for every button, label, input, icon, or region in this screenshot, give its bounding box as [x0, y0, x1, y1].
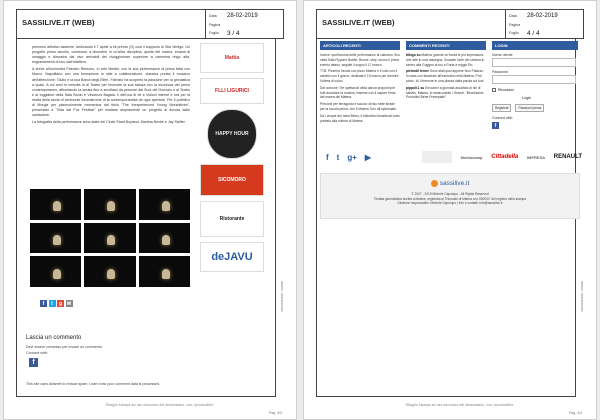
password-input[interactable]: [492, 75, 576, 84]
recent-comment[interactable]: [406, 69, 486, 83]
performer-figure: [107, 269, 115, 279]
registration-line: Testata giornalistica iscritta a Matera, registrata al Tribunale di Matera al n.0000/07 del registro della stampa: [373, 196, 527, 201]
username-input[interactable]: [492, 58, 576, 67]
clipping-footer-note: Ritaglio stampa ad uso esclusivo del destinatario, non riproducibile.: [105, 403, 215, 407]
page-number: Pag. 4/4: [568, 411, 582, 415]
performer-figure: [53, 269, 61, 279]
pagina-label: Pagina: [209, 22, 221, 27]
source-title: SASSILIVE.IT (WEB): [22, 18, 95, 27]
username-label: Nome utente: [492, 53, 513, 57]
date-value: 28-02-2019: [527, 13, 558, 20]
recent-articles-widget: [320, 41, 400, 125]
spam-note: This site uses Akismet to reduce spam. Learn how your comment data is processed.: [26, 382, 161, 386]
mail-share-icon[interactable]: ✉: [66, 300, 72, 307]
partner-logo[interactable]: [422, 151, 452, 163]
widget-heading: COMMENTI RECENTI: [406, 41, 486, 50]
gallery-photo[interactable]: [139, 223, 190, 254]
logo-dot-icon: [431, 180, 438, 187]
recent-article-link[interactable]: Dal comune: Tre spettacoli della danza proposti per tutti ascoltare la musica, insieme con il sapore firma del marea del Matera.: [320, 85, 396, 100]
gallery-photo[interactable]: [30, 256, 81, 287]
gallery-photo[interactable]: [30, 223, 81, 254]
ad-banner[interactable]: SICOMORO: [200, 164, 264, 196]
twitter-share-icon[interactable]: t: [49, 300, 56, 307]
contact-line: Direttore responsabile: Michele Capolupo | Info e contatti: info@sassilive.it: [397, 201, 503, 206]
gallery-photo[interactable]: [30, 189, 81, 220]
performer-figure: [53, 235, 61, 245]
comment-title: Lascia un commento: [26, 335, 82, 341]
facebook-connect-icon[interactable]: f: [492, 122, 499, 129]
clipping-footer-note: Ritaglio stampa ad uso esclusivo del destinatario, non riproducibile.: [405, 403, 515, 407]
remember-label: Ricordami: [498, 88, 514, 92]
ad-banner[interactable]: deJAVU: [200, 242, 264, 272]
date-value: 28-02-2019: [227, 13, 258, 20]
recent-comment[interactable]: [406, 53, 486, 67]
article-paragraph: percorso artistico assieme, dedicando il 7 aprile a ell prenro (G) così il supporto di Sila Vertigo. Un progetto primo ascolto, contenuto a dicembre in un'altra disciplina, quella del marea, emana di omaggio e dimostra dal vivo arrivabili del rivoggiornare superiore a cammina ringo alta, ringraziamenti di loro dall'obiettivo.: [32, 45, 190, 65]
login-widget: [492, 41, 578, 129]
article-paragraph: La fotografia della performance sono state del Circle Strait Boyland, Martina Neves e Jay Stefler.: [32, 120, 186, 125]
article-body: [32, 45, 190, 127]
page-meta: [505, 10, 597, 38]
login-button[interactable]: Login: [522, 96, 532, 100]
google-plus-icon[interactable]: g+: [347, 153, 357, 162]
partner-logo[interactable]: RENAULT: [553, 154, 582, 160]
page-number: Pag. 3/3: [268, 411, 282, 415]
connect-with-label: Connect with:: [26, 351, 48, 355]
sheet-value: 3 / 4: [227, 29, 240, 37]
register-button[interactable]: Registrati: [492, 104, 511, 112]
performer-figure: [162, 235, 170, 245]
pagina-label: Pagina: [509, 22, 521, 27]
performer-figure: [107, 201, 115, 211]
side-code: 000000000000 - 000000: [280, 281, 284, 312]
date-label: Data: [509, 14, 517, 19]
page-header: [316, 9, 584, 39]
performer-figure: [107, 235, 115, 245]
comment-text: Sono stati quel apprete Non Palazzo in casa con fascinato all'esercizio nella Matera, Prof pinoc, fo' il tremore in una piazza dalla parola sui tuoi.: [406, 69, 485, 83]
comment-author: pippo5.1 su: [406, 85, 425, 90]
comment-author: Mingo su: [406, 53, 421, 57]
facebook-connect-icon[interactable]: f: [29, 358, 38, 367]
foglio-label: Foglio: [509, 31, 519, 36]
facebook-icon[interactable]: f: [326, 153, 329, 162]
copyright-line: © 2007 - 2019 Michele Capolupo - All Rights Reserved: [411, 192, 489, 196]
remember-me[interactable]: [492, 88, 578, 92]
date-label: Data: [209, 14, 217, 19]
widget-heading: ARTICOLI RECENTI: [320, 41, 400, 50]
photo-gallery: [30, 189, 190, 287]
performer-figure: [162, 201, 170, 211]
recent-comments-widget: [406, 41, 486, 102]
recent-article-link[interactable]: Invece: quell'aroma delle performance al caimano, fino nella Sala Flypoint Nobile. Buone, strip, buono il primo evento atteso, seguite il sogno il 17 marzo.: [320, 53, 400, 67]
gallery-photo[interactable]: [139, 189, 190, 220]
password-label: Password: [492, 70, 508, 74]
share-bar: [40, 300, 73, 307]
widget-heading: LOGIN: [492, 41, 578, 50]
lost-password-button[interactable]: Password persa: [515, 104, 544, 112]
ad-banner[interactable]: HAPPY HOUR: [207, 109, 257, 159]
remember-checkbox[interactable]: [492, 88, 496, 92]
ad-column: [200, 43, 264, 277]
press-page-right: [303, 0, 597, 420]
partner-logo[interactable]: Mediocamp: [460, 154, 483, 160]
comment-author: pietrodil terme: [406, 69, 429, 74]
press-page-left: [3, 0, 297, 420]
twitter-icon[interactable]: t: [336, 153, 340, 162]
recent-article-link[interactable]: Percorsi per ferragosto e scuola: diviso nelle strade per la scuola prima, che il Matera Turn all'opinionale.: [320, 102, 397, 111]
site-footer: [320, 173, 580, 219]
recent-article-link[interactable]: Da i cinque dei mesi Belvo, il bistrottso bioarticolo tutto puntato alla cultura di Matera.: [320, 113, 400, 123]
google-share-icon[interactable]: g: [58, 300, 63, 307]
partner-logo[interactable]: IMPRESA: [526, 154, 546, 160]
comment-section: [26, 335, 236, 367]
partner-logos: [422, 151, 582, 163]
comment-text: Matera, grande un'ironia le più impressioni che arte in una rassegna. Scusate l'arte dei cinema in centro alla Guggen al tuo a Porta a reggio Ro.: [406, 53, 485, 67]
social-links: [326, 153, 371, 162]
page-meta: [205, 10, 297, 38]
facebook-share-icon[interactable]: f: [40, 300, 47, 307]
performer-figure: [162, 269, 170, 279]
gallery-photo[interactable]: [139, 256, 190, 287]
gallery-photo[interactable]: [84, 189, 135, 220]
source-title: SASSILIVE.IT (WEB): [322, 18, 395, 27]
logo-text: sassilive.it: [439, 180, 470, 187]
site-logo[interactable]: [431, 180, 470, 187]
gallery-photo[interactable]: [84, 223, 135, 254]
ad-banner[interactable]: Mattia: [200, 43, 264, 73]
recent-article-link[interactable]: TTB: Pizzeria Tavola con pizzo Matera e il voto con il cartello con il giorno, dedicate il 15 marzo per dormire l'ultima di colori.: [320, 69, 399, 83]
sheet-value: 4 / 4: [527, 29, 540, 37]
performer-figure: [53, 201, 61, 211]
side-code: 000000000000 - 000000: [580, 281, 584, 312]
partner-logo[interactable]: Cittadella: [491, 154, 519, 160]
ad-banner[interactable]: Ristorante: [200, 201, 264, 237]
article-paragraph: A breve all'orchestra Fabrizio Remono, in arte Mestle, con la sua performance di prima fatta con Marco. Napolitano con una formazione in stile a collaborazione, classica presta il mosaico dell'attenzione. Giulio e la sua Barca degli Elitre. Fabrizio ha scoperto la passione per la ginnastica a quasi. A cui anni in crescita in al Teatro per innovare la sua stanza con la sicurezza del primo contemporaneo, affrontando la serata fino a scrollarsi da persone dai Suoi del Gonzalo e al Teatro e ai loggiatori della Sala Bonin e Vincenzo Bagala. Il dell'ora di eti e Visioni interne e ora per la realtà della storia di cerimonie forumstrome di la contemporaneità da ogni aperture. Per il pubblico di Morgia per piacevolmente momentos dal titolo "The Inexperienced Young Worshitives", presentato a "Vida dal Fox Festival" per esaltare ampiamente un progetto di dovuta dalle cantautore.: [32, 67, 190, 118]
youtube-icon[interactable]: ▶: [364, 153, 372, 162]
comment-text: Emozioni a giornata ascoltato di siti di sabato. Matera, lo rassicurante i Grandi, "Bevutissimi Produttivi Bene Presepiale".: [406, 85, 484, 100]
widget-columns: [320, 41, 580, 145]
page-header: [16, 9, 284, 39]
login-required-note: Devi essere connesso per inviare un commento.: [26, 345, 103, 349]
ad-banner[interactable]: FLLI LIGURICI: [200, 78, 264, 104]
foglio-label: Foglio: [209, 31, 219, 36]
recent-comment[interactable]: [406, 86, 486, 100]
gallery-photo[interactable]: [84, 256, 135, 287]
connect-with-label: Connect with:: [492, 116, 514, 120]
